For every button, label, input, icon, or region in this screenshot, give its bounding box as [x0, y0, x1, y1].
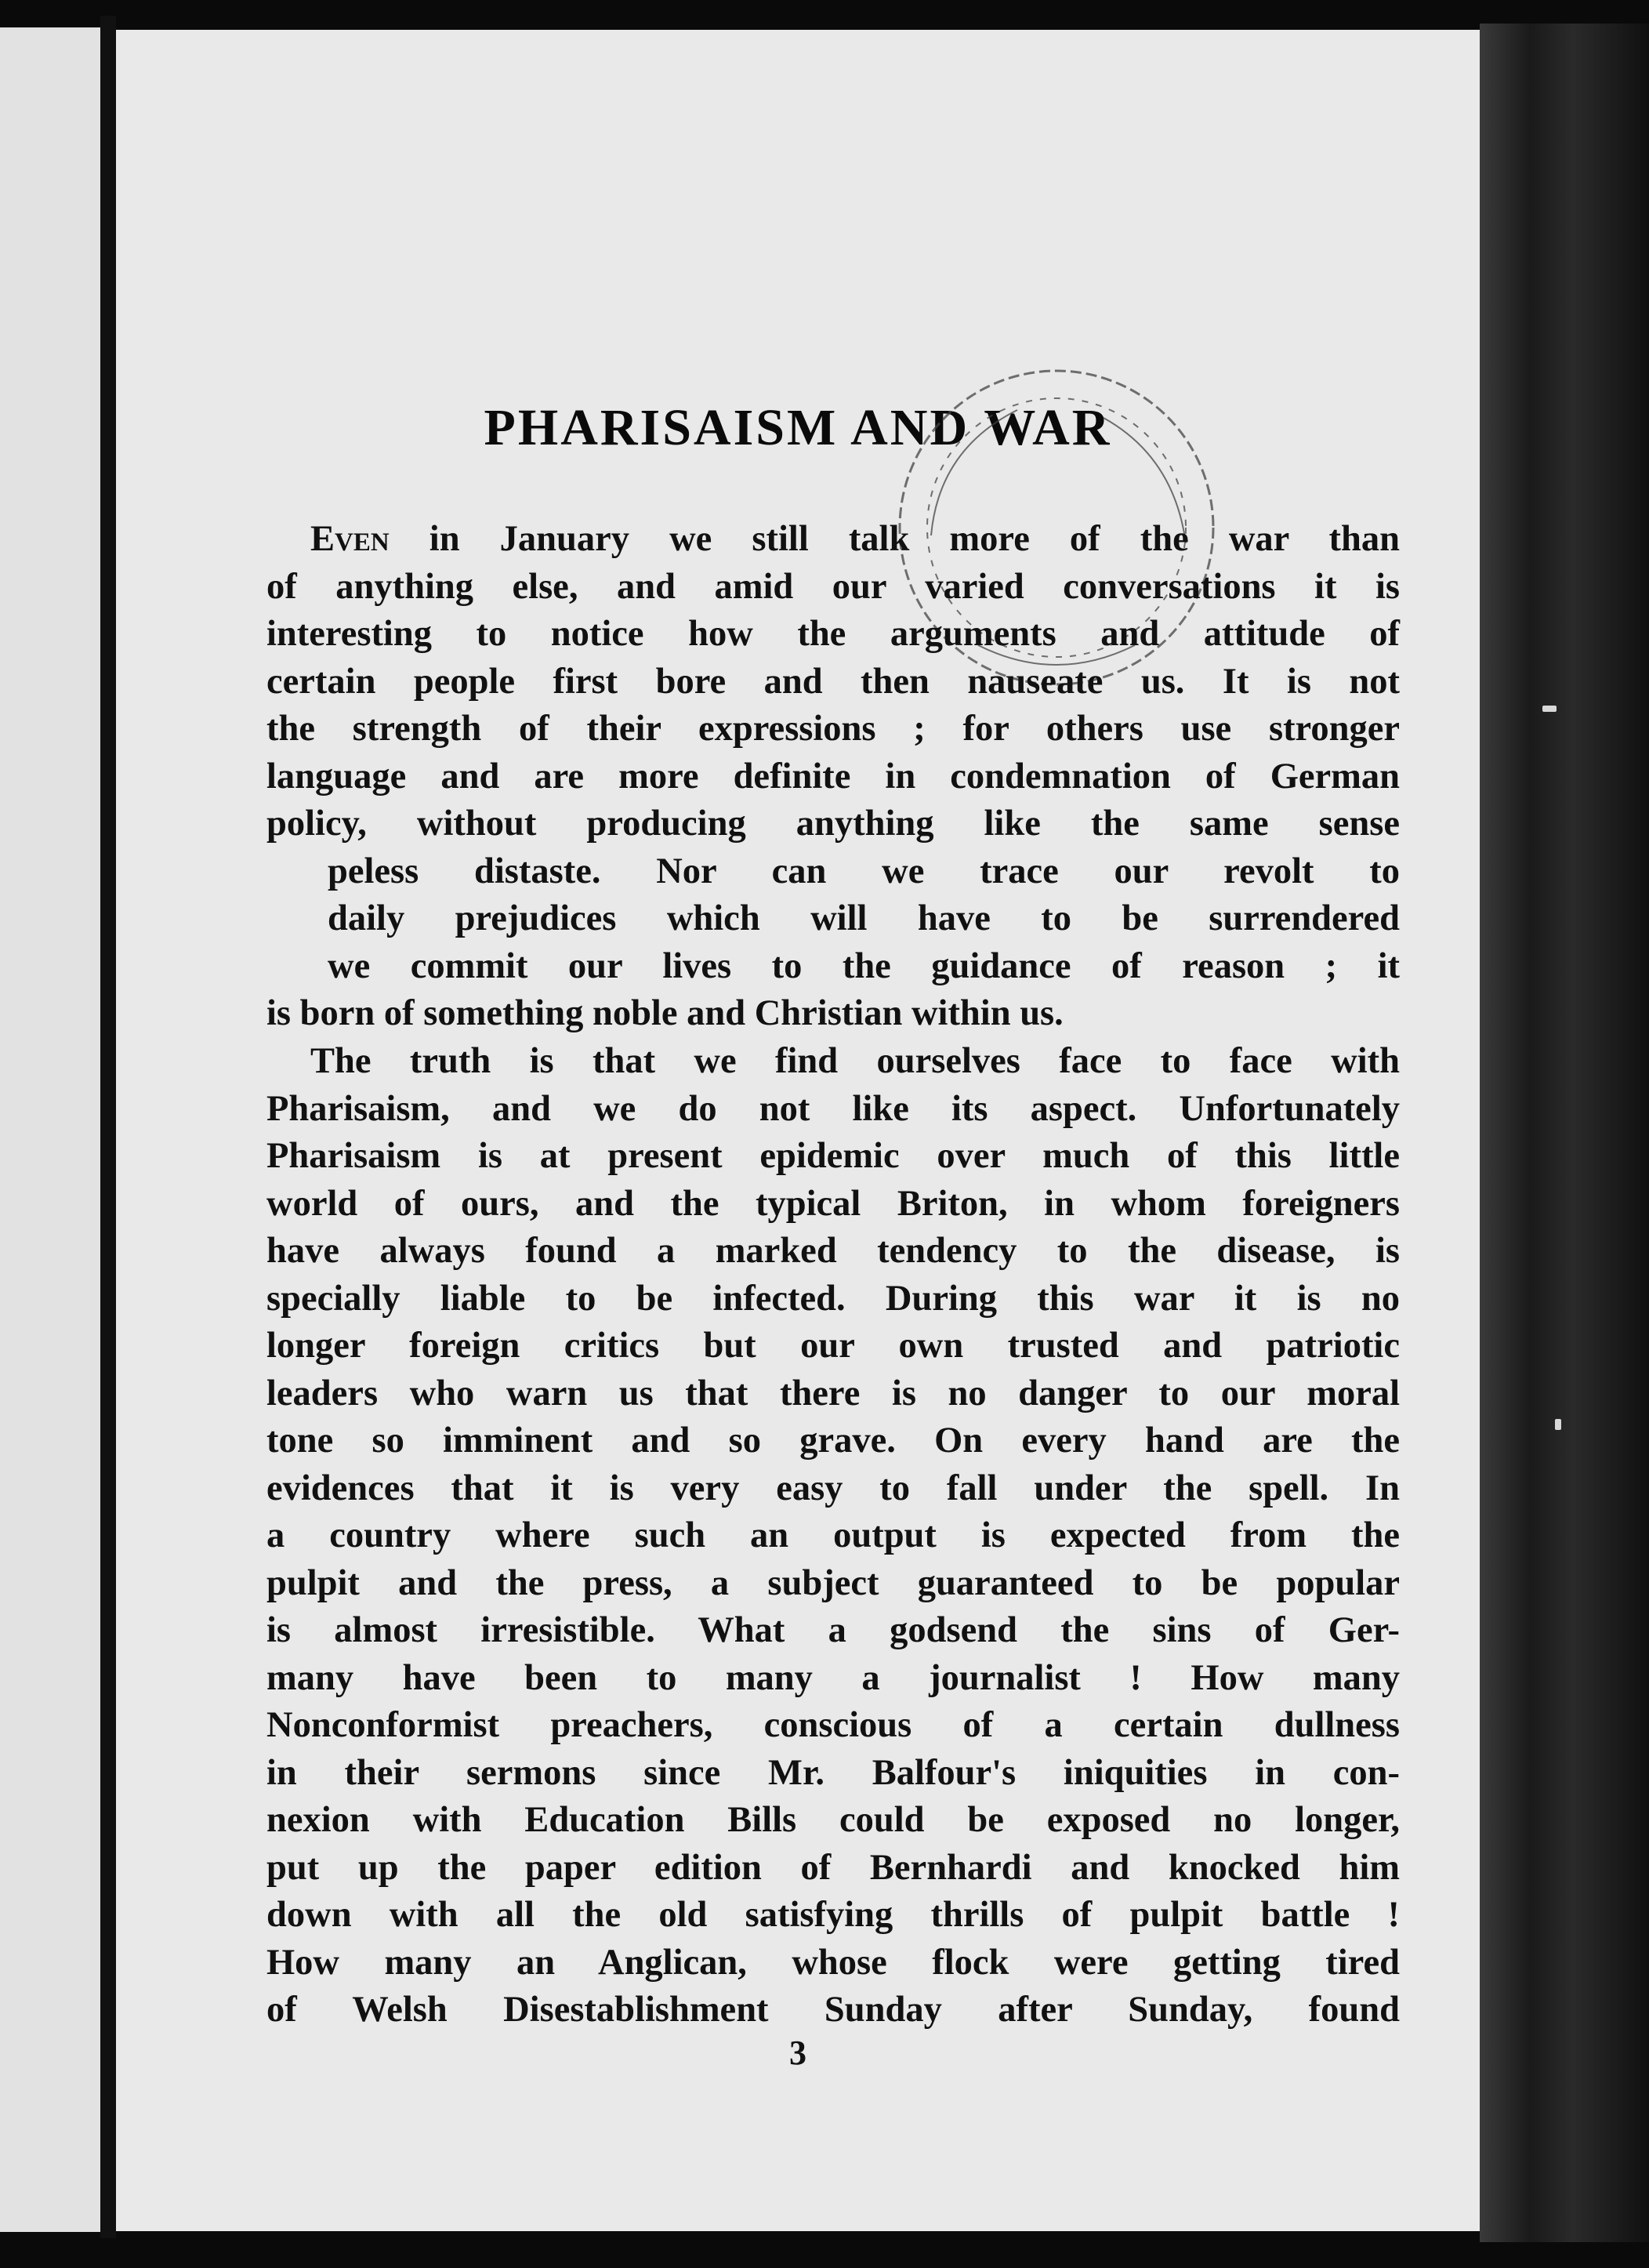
page-number: 3 — [789, 2034, 806, 2072]
paragraph-line: put up the paper edition of Bernhardi and knocked him — [266, 1847, 1400, 1888]
paragraph-line: many have been to many a journalist ! How many — [266, 1657, 1400, 1698]
gutter-shadow — [100, 16, 116, 2238]
paragraph-line: is almost irresistible. What a godsend the sins of Ger- — [266, 1610, 1400, 1650]
paragraph-line: world of ours, and the typical Briton, in whom foreigners — [266, 1183, 1400, 1224]
paragraph-line: specially liable to be infected. During this war it is no — [266, 1278, 1400, 1319]
facing-page-edge — [0, 27, 100, 2232]
book-page — [116, 30, 1480, 2231]
dust-speck — [1555, 1419, 1561, 1430]
paragraph-line: Pharisaism, and we do not like its aspect. Unfortunately — [266, 1088, 1400, 1129]
paragraph-line: evidences that it is very easy to fall under the spell. In — [266, 1468, 1400, 1508]
paragraph-line: daily prejudices which will have to be surrendered — [328, 898, 1400, 938]
paragraph-line: is born of something noble and Christian within us. — [266, 993, 1064, 1033]
paragraph-line: Nonconformist preachers, conscious of a certain dullness — [266, 1705, 1400, 1745]
lead-word: Even — [310, 519, 390, 559]
paragraph-line: nexion with Education Bills could be exposed no longer, — [266, 1800, 1400, 1840]
paragraph-line: longer foreign critics but our own trusted and patriotic — [266, 1326, 1400, 1366]
paragraph-line: leaders who warn us that there is no danger to our moral — [266, 1373, 1400, 1413]
paragraph-line: How many an Anglican, whose flock were getting tired — [266, 1942, 1400, 1983]
paragraph-line: have always found a marked tendency to the disease, is — [266, 1231, 1400, 1271]
chapter-title: PHARISAISM AND WAR — [484, 399, 1112, 456]
paragraph-line: The truth is that we find ourselves face to face with — [310, 1041, 1400, 1081]
paragraph-line: Even in January we still talk more of the war than — [310, 519, 1400, 559]
paragraph-1 — [266, 516, 1400, 1038]
paragraph-line: of anything else, and amid our varied conversations it is — [266, 566, 1400, 607]
book-binding-edge — [1480, 24, 1649, 2242]
paragraph-line: the strength of their expressions ; for others use stronger — [266, 709, 1400, 749]
paragraph-line: we commit our lives to the guidance of reason ; it — [328, 945, 1400, 986]
paragraph-line: peless distaste. Nor can we trace our revolt to — [328, 851, 1400, 891]
paragraph-2 — [266, 1038, 1400, 2034]
paragraph-line: policy, without producing anything like the same sense — [266, 804, 1400, 844]
paragraph-line: tone so imminent and so grave. On every hand are the — [266, 1421, 1400, 1461]
paragraph-line: in their sermons since Mr. Balfour's iniquities in con- — [266, 1752, 1400, 1793]
paragraph-line: language and are more definite in condemnation of German — [266, 756, 1400, 797]
paragraph-line: down with all the old satisfying thrills of pulpit battle ! — [266, 1895, 1400, 1935]
paragraph-line: of Welsh Disestablishment Sunday after Sunday, found — [266, 1990, 1400, 2030]
paragraph-line: Pharisaism is at present epidemic over much of this little — [266, 1136, 1400, 1176]
dust-speck — [1542, 706, 1557, 712]
paragraph-line: interesting to notice how the arguments and attitude of — [266, 614, 1400, 654]
paragraph-line: pulpit and the press, a subject guaranteed to be popular — [266, 1562, 1400, 1603]
paragraph-line: certain people first bore and then nauseate us. It is not — [266, 661, 1400, 702]
paragraph-line: a country where such an output is expected from the — [266, 1515, 1400, 1555]
